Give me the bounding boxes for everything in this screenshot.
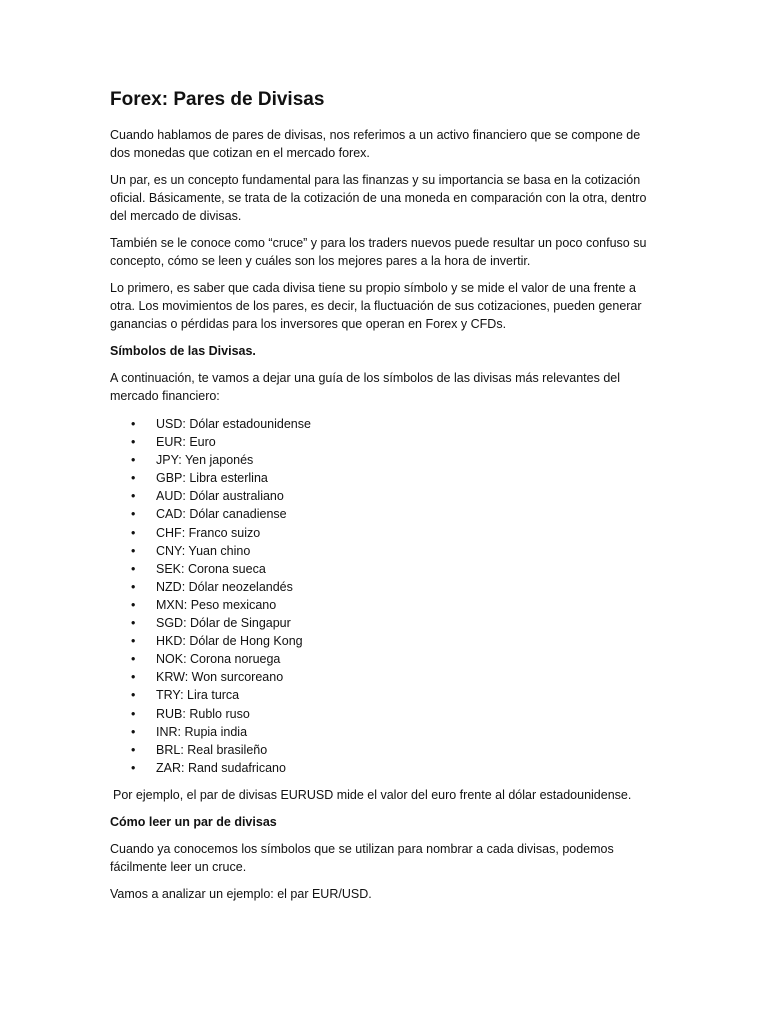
bullet-icon: • [131,453,136,468]
intro-paragraph-4: Lo primero, es saber que cada divisa tiene su propio símbolo y se mide el valor de una frente a otra. Los movimientos de los pares, es decir, la fluctuación de sus cotizaciones, pueden generar ganancias o pérdidas para los inversores que operan en Forex y CFDs. [110,281,642,331]
list-item-text: NZD: Dólar neozelandés [156,579,293,594]
list-item [110,524,650,542]
bullet-icon: • [131,507,136,522]
document-page [110,88,650,912]
section-heading-symbols: Símbolos de las Divisas. [110,344,256,358]
list-item-text: KRW: Won surcoreano [156,670,284,685]
example-paragraph: Por ejemplo, el par de divisas EURUSD mide el valor del euro frente al dólar estadounidense. [113,787,632,802]
how-to-read-paragraph-1: Cuando ya conocemos los símbolos que se utilizan para nombrar a cada divisas, podemos fácilmente leer un cruce. [110,841,614,874]
currency-list [110,415,650,777]
how-to-read-paragraph-2: Vamos a analizar un ejemplo: el par EUR/USD. [110,886,372,901]
list-item [110,560,650,578]
list-item-text: HKD: Dólar de Hong Kong [156,634,303,649]
list-item [110,596,650,614]
list-item [110,723,650,741]
bullet-icon: • [131,634,136,649]
list-item [110,505,650,523]
list-item [110,542,650,560]
list-item [110,451,650,469]
list-item-text: USD: Dólar estadounidense [156,417,311,431]
bullet-icon: • [131,543,136,558]
bullet-icon: • [131,688,136,703]
list-item [110,469,650,487]
bullet-icon: • [131,417,136,431]
list-item-text: SGD: Dólar de Singapur [156,616,291,631]
bullet-icon: • [131,724,136,739]
bullet-icon: • [131,742,136,757]
document-title: Forex: Pares de Divisas [110,89,325,110]
bullet-icon: • [131,561,136,576]
list-item-text: MXN: Peso mexicano [156,597,277,612]
list-item [110,650,650,668]
list-item-text: ZAR: Rand sudafricano [156,760,286,775]
list-item [110,578,650,596]
list-item-text: INR: Rupia india [156,724,248,739]
list-item [110,433,650,451]
bullet-icon: • [131,616,136,631]
list-item-text: TRY: Lira turca [156,688,240,703]
list-item [110,741,650,759]
list-item [110,614,650,632]
list-item-text: CNY: Yuan chino [156,543,251,558]
list-item-text: GBP: Libra esterlina [156,471,268,486]
list-item [110,668,650,686]
list-item-text: SEK: Corona sueca [156,561,266,576]
list-item-text: JPY: Yen japonés [156,453,254,468]
list-item [110,759,650,777]
bullet-icon: • [131,670,136,685]
list-item-text: AUD: Dólar australiano [156,489,284,504]
list-item-text: RUB: Rublo ruso [156,706,250,721]
bullet-icon: • [131,706,136,721]
bullet-icon: • [131,435,136,450]
bullet-icon: • [131,597,136,612]
list-item [110,686,650,704]
bullet-icon: • [131,760,136,775]
intro-paragraph-3: También se le conoce como “cruce” y para los traders nuevos puede resultar un poco confuso su concepto, cómo se leen y cuáles son los mejores pares a la hora de invertir. [110,236,647,268]
list-item [110,632,650,650]
list-item-text: EUR: Euro [156,435,216,450]
bullet-icon: • [131,652,136,667]
list-item [110,487,650,505]
list-item [110,415,650,433]
list-item-text: CHF: Franco suizo [156,525,261,540]
list-item [110,705,650,723]
bullet-icon: • [131,579,136,594]
bullet-icon: • [131,489,136,504]
intro-paragraph-1: Cuando hablamos de pares de divisas, nos referimos a un activo financiero que se compone de dos monedas que cotizan en el mercado forex. [110,128,641,160]
intro-paragraph-2: Un par, es un concepto fundamental para las finanzas y su importancia se basa en la cotización oficial. Básicamente, se trata de la cotización de una moneda en comparación con la otra, dentro del mercado de divisas. [110,173,647,223]
bullet-icon: • [131,525,136,540]
section-heading-how-to-read: Cómo leer un par de divisas [110,814,277,829]
list-item-text: BRL: Real brasileño [156,742,268,757]
list-item-text: NOK: Corona noruega [156,652,281,667]
symbols-intro-paragraph: A continuación, te vamos a dejar una guía de los símbolos de las divisas más relevantes del mercado financiero: [110,371,621,403]
list-item-text: CAD: Dólar canadiense [156,507,287,522]
bullet-icon: • [131,471,136,486]
